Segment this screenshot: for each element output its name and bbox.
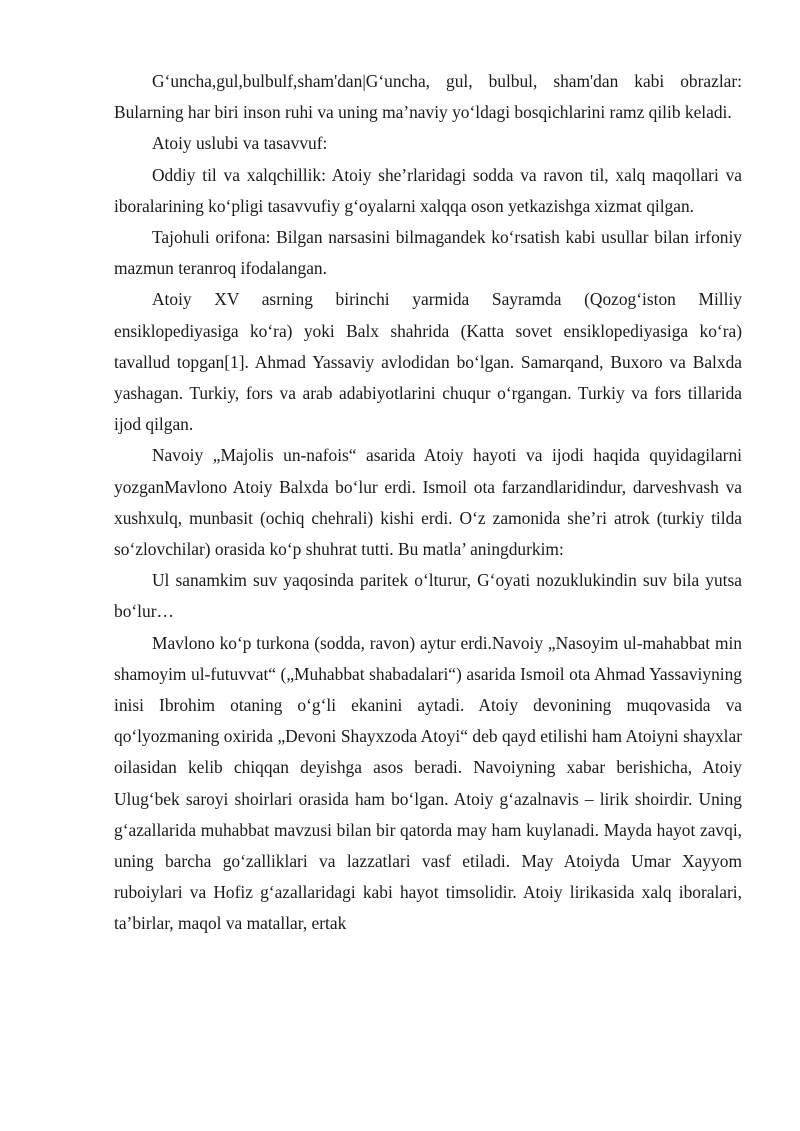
paragraph-style-heading: Atoiy uslubi va tasavvuf: (152, 133, 328, 154)
paragraph-biography: Atoiy XV asrning birinchi yarmida Sayramda (Qozog‘iston Milliy ensiklopediyasiga ko‘ra) yoki Balx shahrida (Katta sovet ensiklopediyasiga ko‘ra) tavallud topgan[1]. Ahmad Yassaviy avlodidan bo‘lgan. Samarqand, Buxoro va Balxda yashagan. Turkiy, fors va arab adabiyotlarini chuqur o‘rgangan. Turkiy va fors tillarida ijod qilgan. (114, 289, 742, 435)
paragraph-tajohuli-orifona: Tajohuli orifona: Bilgan narsasini bilmagandek ko‘rsatish kabi usullar bilan irfoniy mazmun teranroq ifodalangan. (114, 227, 742, 279)
paragraph-navoiy-majolis: Navoiy „Majolis un-nafois“ asarida Atoiy hayoti va ijodi haqida quyidagilarni yozganMavlono Atoiy Balxda bo‘lur erdi. Ismoil ota farzandlaridindur, darveshvash va xushxulq, munbasit (ochiq chehrali) kishi erdi. O‘z zamonida she’ri atrok (turkiy tilda so‘zlovchilar) orasida ko‘p shuhrat tutti. Bu matla’ aningdurkim: (114, 445, 742, 560)
paragraph-imagery: G‘uncha,gul,bulbulf,sham'dan|G‘uncha, gul, bulbul, sham'dan kabi obrazlar: Bularning har biri inson ruhi va uning ma’naviy yo‘ldagi bosqichlarini ramz qilib keladi. (114, 71, 742, 123)
paragraph-plain-language: Oddiy til va xalqchillik: Atoiy she’rlaridagi sodda va ravon til, xalq maqollari va iboralarining ko‘pligi tasavvufiy g‘oyalarni xalqqa oson yetkazishga xizmat qilgan. (114, 164, 742, 216)
paragraph-navoiy-nasoyim: Mavlono ko‘p turkona (sodda, ravon) aytur erdi.Navoiy „Nasoyim ul-mahabbat min shamoyim ul-futuvvat“ („Muhabbat shabadalari“) asarida Ismoil ota Ahmad Yassaviyning inisi Ibrohim otaning o‘g‘li ekanini aytadi. Atoiy devonining muqovasida va qo‘lyozmaning oxirida „Devoni Shayxzoda Atoyi“ deb qayd etilishi ham Atoiyni shayxlar oilasidan kelib chiqqan deyishga asos beradi. Navoiyning xabar berishicha, Atoiy Ulug‘bek saroyi shoirlari orasida ham bo‘lgan. Atoiy g‘azalnavis – lirik shoirdir. Uning g‘azallarida muhabbat mavzusi bilan bir qatorda may ham kuylanadi. Mayda hayot zavqi, uning barcha go‘zalliklari va lazzatlari vasf etiladi. May Atoiyda Umar Xayyom ruboiylari va Hofiz g‘azallaridagi kabi hayot timsolidir. Atoiy lirikasida xalq iboralari, ta’birlar, maqol va matallar, ertak (114, 632, 742, 934)
paragraph-verse-quote: Ul sanamkim suv yaqosinda paritek o‘lturur, G‘oyati nozuklukindin suv bila yutsa bo‘lur… (114, 570, 742, 622)
document-body (114, 66, 742, 940)
